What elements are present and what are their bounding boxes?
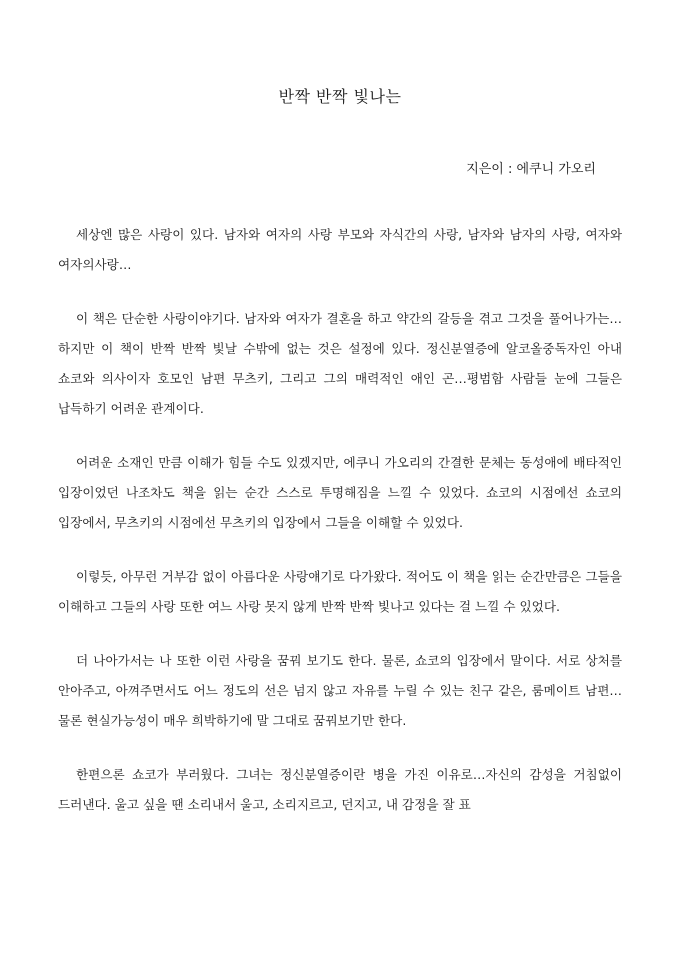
author-line: 지은이 : 에쿠니 가오리: [466, 162, 596, 177]
paragraph: 세상엔 많은 사랑이 있다. 남자와 여자의 사랑 부모와 자식간의 사랑, 남자와 남자의 사랑, 여자와 여자의사랑…: [58, 227, 622, 272]
document-title: 반짝 반짝 빛나는: [278, 87, 402, 106]
paragraph: 더 나아가서는 나 또한 이런 사랑을 꿈꿔 보기도 한다. 물론, 쇼코의 입장에서 말이다. 서로 상처를 안아주고, 아껴주면서도 어느 정도의 선은 넘지 않고 자유를 누릴 수 있는 친구 같은, 룸메이트 남편…물론 현실가능성이 매우 희박하기에 말 그대로 꿈꿔보기만 한다.: [58, 653, 622, 728]
paragraph: 한편으론 쇼코가 부러웠다. 그녀는 정신분열증이란 병을 가진 이유로…자신의 감성을 거침없이 드러낸다. 울고 싶을 땐 소리내서 울고, 소리지르고, 던지고, 내 감정을 잘 표: [58, 767, 622, 812]
document-body: [58, 220, 622, 844]
paragraph: 이 책은 단순한 사랑이야기다. 남자와 여자가 결혼을 하고 약간의 갈등을 겪고 그것을 풀어나가는…하지만 이 책이 반짝 반짝 빛날 수밖에 없는 것은 설정에 있다. 정신분열증에 알코올중독자인 아내 쇼코와 의사이자 호모인 남편 무츠키, 그리고 그의 매력적인 애인 곤…평범함 사람들 눈에 그들은 납득하기 어려운 관계이다.: [58, 311, 622, 416]
paragraph: 어려운 소재인 만큼 이해가 힘들 수도 있겠지만, 에쿠니 가오리의 간결한 문체는 동성애에 배타적인 입장이었던 나조차도 책을 읽는 순간 스스로 투명해짐을 느낄 수 있었다. 쇼코의 시점에선 쇼코의 입장에서, 무츠키의 시점에선 무츠키의 입장에서 그들을 이해할 수 있었다.: [58, 455, 622, 530]
paragraph: 이렇듯, 아무런 거부감 없이 아름다운 사랑얘기로 다가왔다. 적어도 이 책을 읽는 순간만큼은 그들을 이해하고 그들의 사랑 또한 여느 사랑 못지 않게 반짝 반짝 빛나고 있다는 걸 느낄 수 있었다.: [58, 569, 622, 614]
